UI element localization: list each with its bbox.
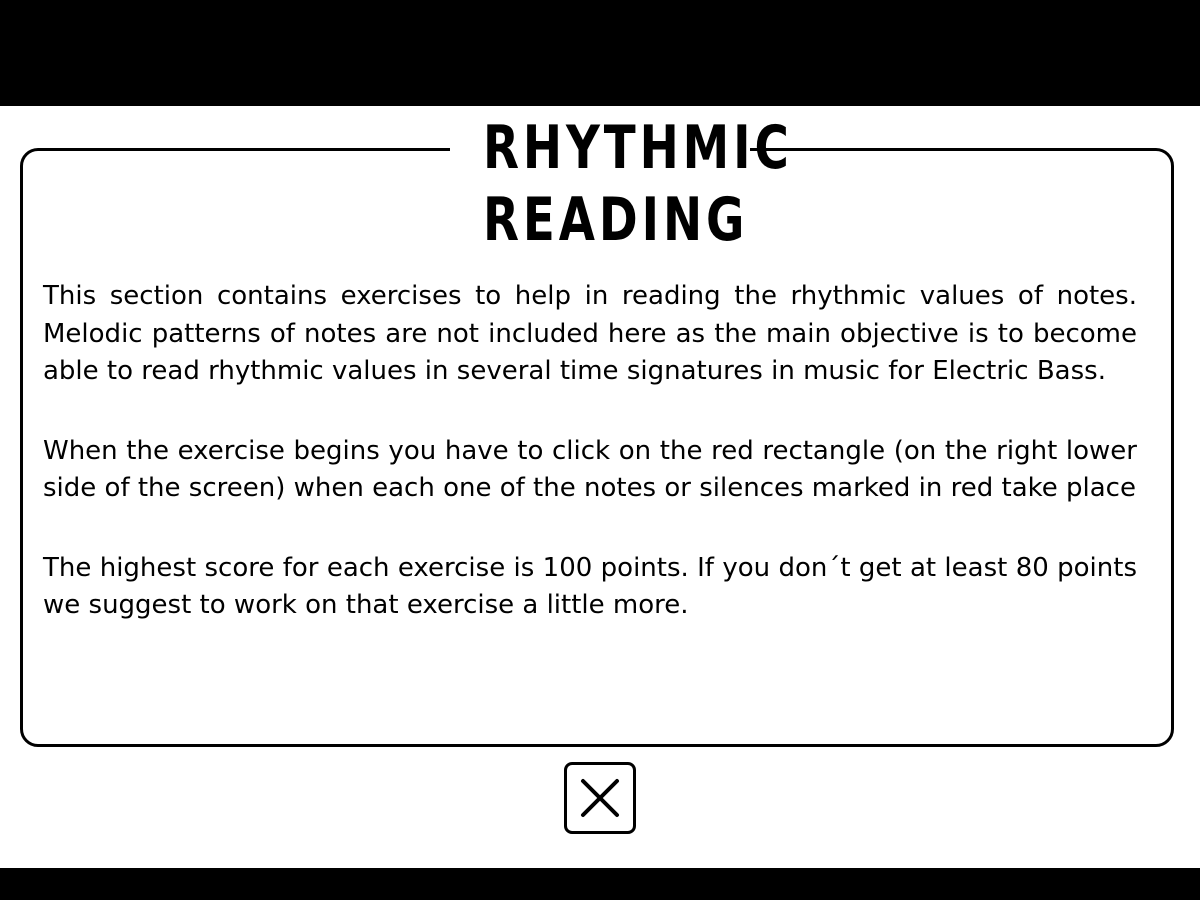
paragraph-intro: This section contains exercises to help in reading the rhythmic values of notes. Melodic patterns of notes are not included here as the main objective is to become able to read rhythmic values in several time signatures in music for Electric Bass. xyxy=(43,281,1137,386)
close-icon xyxy=(567,765,633,831)
paragraph-scoring: The highest score for each exercise is 100 points. If you don´t get at least 80 points we suggest to work on that exercise a little more. xyxy=(43,552,1137,620)
bottom-letterbox-bar xyxy=(0,868,1200,900)
close-button[interactable] xyxy=(564,762,636,834)
title-line-1: RHYTHMIC xyxy=(483,113,793,183)
dialog-title xyxy=(450,112,793,262)
title-line-2: READING xyxy=(483,185,749,255)
paragraph-instructions: When the exercise begins you have to click on the red rectangle (on the right lower side of the screen) when each one of the notes or silences marked in red take place xyxy=(43,435,1137,503)
top-letterbox-bar xyxy=(0,0,1200,106)
dialog-body xyxy=(43,278,1137,667)
